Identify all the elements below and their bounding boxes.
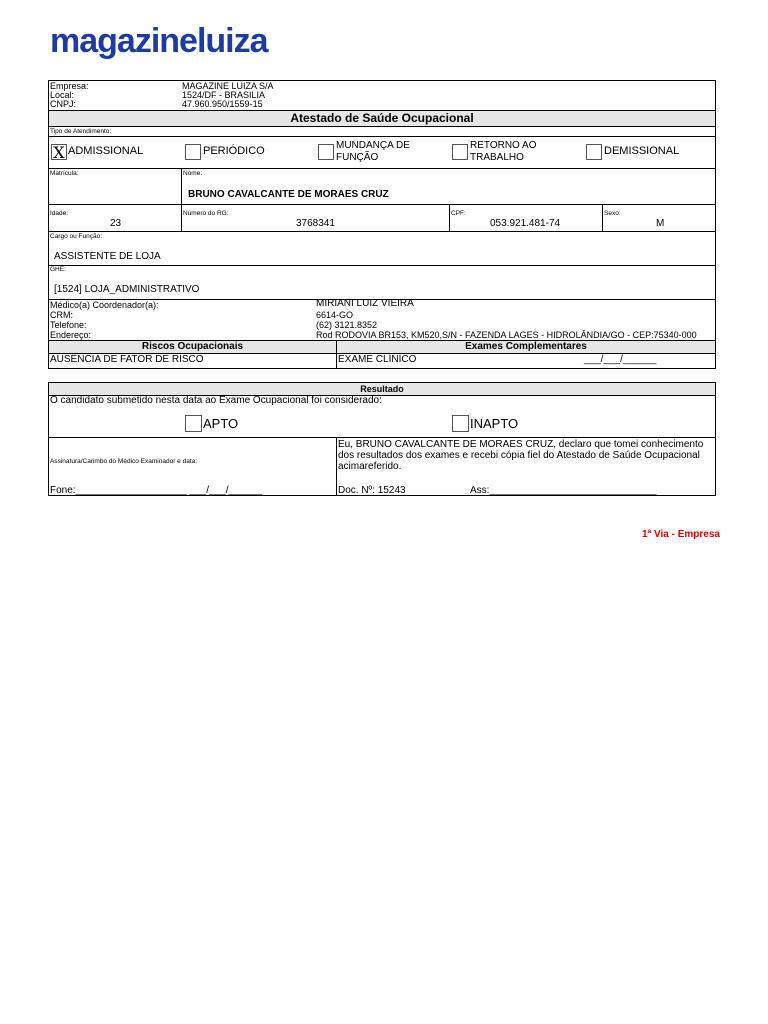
risco-item: AUSÊNCIA DE FATOR DE RISCO bbox=[50, 354, 204, 365]
exames-header: Exames Complementares bbox=[465, 341, 587, 352]
resultado-statement: O candidato submetido nesta data ao Exame Ocupacional foi considerado: bbox=[50, 395, 382, 406]
cpf-value: 053.921.481-74 bbox=[490, 218, 561, 229]
idade-label: Idade: bbox=[50, 210, 69, 217]
crm-label: CRM: bbox=[50, 310, 73, 320]
coord-label: Médico(a) Coordenador(a): bbox=[50, 300, 159, 310]
inapto-label: INAPTO bbox=[470, 416, 519, 431]
tel-label: Telefone: bbox=[50, 320, 87, 330]
nome-value: BRUNO CAVALCANTE DE MORAES CRUZ bbox=[188, 189, 389, 200]
tel-value: (62) 3121.8352 bbox=[316, 320, 378, 330]
coord-value: MIRIANI LUIZ VIEIRA bbox=[316, 298, 414, 309]
cpf-label: CPF: bbox=[451, 210, 466, 217]
exame-item: EXAME CLÍNICO bbox=[338, 354, 417, 365]
cargo-value: ASSISTENTE DE LOJA bbox=[54, 251, 161, 262]
rg-label: Número do RG: bbox=[183, 210, 229, 217]
empresa-value: MAGAZINE LUIZA S/A bbox=[182, 81, 274, 91]
resultado-header: Resultado bbox=[49, 383, 715, 396]
declaration-line-2: dos resultados dos exames e recebi cópia fiel do Atestado de Saúde Ocupacional bbox=[338, 450, 700, 461]
cnpj-value: 47.960.950/1559-15 bbox=[182, 99, 263, 109]
option-demissional: DEMISSIONAL bbox=[604, 145, 680, 157]
cnpj-label: CNPJ: bbox=[50, 99, 77, 109]
option-periodico: PERIÓDICO bbox=[203, 145, 265, 157]
idade-value: 23 bbox=[110, 218, 122, 229]
sexo-value: M bbox=[656, 218, 665, 229]
atendimento-label: Tipo de Atendimento: bbox=[50, 128, 112, 135]
via-label: 1ª Via - Empresa bbox=[641, 529, 720, 540]
checkbox-retorno-trabalho[interactable] bbox=[452, 144, 468, 160]
local-label: Local: bbox=[50, 90, 75, 100]
endereco-label: Endereço: bbox=[50, 330, 92, 340]
checkbox-inapto[interactable] bbox=[452, 415, 469, 432]
cargo-label: Cargo ou Função: bbox=[50, 233, 103, 240]
local-value: 1524/DF - BRASILIA bbox=[182, 90, 266, 100]
endereco-value: Rod RODOVIA BR153, KM520,S/N - FAZENDA LAGES - HIDROLÂNDIA/GO - CEP:75340-000 bbox=[316, 330, 697, 340]
apto-label: APTO bbox=[203, 416, 239, 431]
crm-value: 6614-GO bbox=[316, 310, 354, 320]
nome-label: Nome: bbox=[183, 170, 203, 177]
ghe-value: [1524] LOJA_ADMINISTRATIVO bbox=[54, 284, 200, 295]
company-logo: magazineluiza bbox=[50, 22, 268, 60]
option-mudanca-l2: FUNÇÃO bbox=[336, 152, 379, 163]
checkbox-apto[interactable] bbox=[185, 415, 202, 432]
checkbox-mudanca-funcao[interactable] bbox=[318, 144, 334, 160]
option-mudanca-l1: MUNDANÇA DE bbox=[336, 140, 410, 151]
declaration-line-3: acimareferido. bbox=[338, 461, 402, 472]
resultado-form bbox=[48, 382, 716, 496]
matricula-label: Matrícula: bbox=[50, 170, 79, 177]
declaration-line-1: Eu, BRUNO CAVALCANTE DE MORAES CRUZ, declaro que tomei conhecimento bbox=[338, 439, 704, 450]
ghe-label: GHE: bbox=[50, 266, 66, 273]
aso-form bbox=[48, 80, 716, 369]
empresa-label: Empresa: bbox=[50, 81, 89, 91]
option-admissional: ADMISSIONAL bbox=[68, 145, 144, 157]
fone-line: Fone:____________________ ___/___/______ bbox=[50, 485, 262, 496]
exame-date: ___/___/______ bbox=[584, 354, 657, 365]
rg-value: 3768341 bbox=[296, 218, 335, 229]
assinatura-label: Assinatura/Carimbo do Médico Examinador e data: bbox=[50, 458, 198, 465]
form-title: Atestado de Saúde Ocupacional bbox=[49, 110, 715, 127]
checkbox-admissional[interactable]: X bbox=[51, 144, 67, 160]
checkbox-periodico[interactable] bbox=[185, 144, 201, 160]
doc-number: Doc. Nº: 15243 bbox=[338, 485, 406, 496]
option-retorno-l2: TRABALHO bbox=[470, 152, 524, 163]
option-retorno-l1: RETORNO AO bbox=[470, 140, 537, 151]
sexo-label: Sexo: bbox=[604, 210, 621, 217]
checkbox-demissional[interactable] bbox=[586, 144, 602, 160]
riscos-header: Riscos Ocupacionais bbox=[141, 341, 244, 352]
ass-line: Ass:______________________________ bbox=[470, 485, 657, 496]
